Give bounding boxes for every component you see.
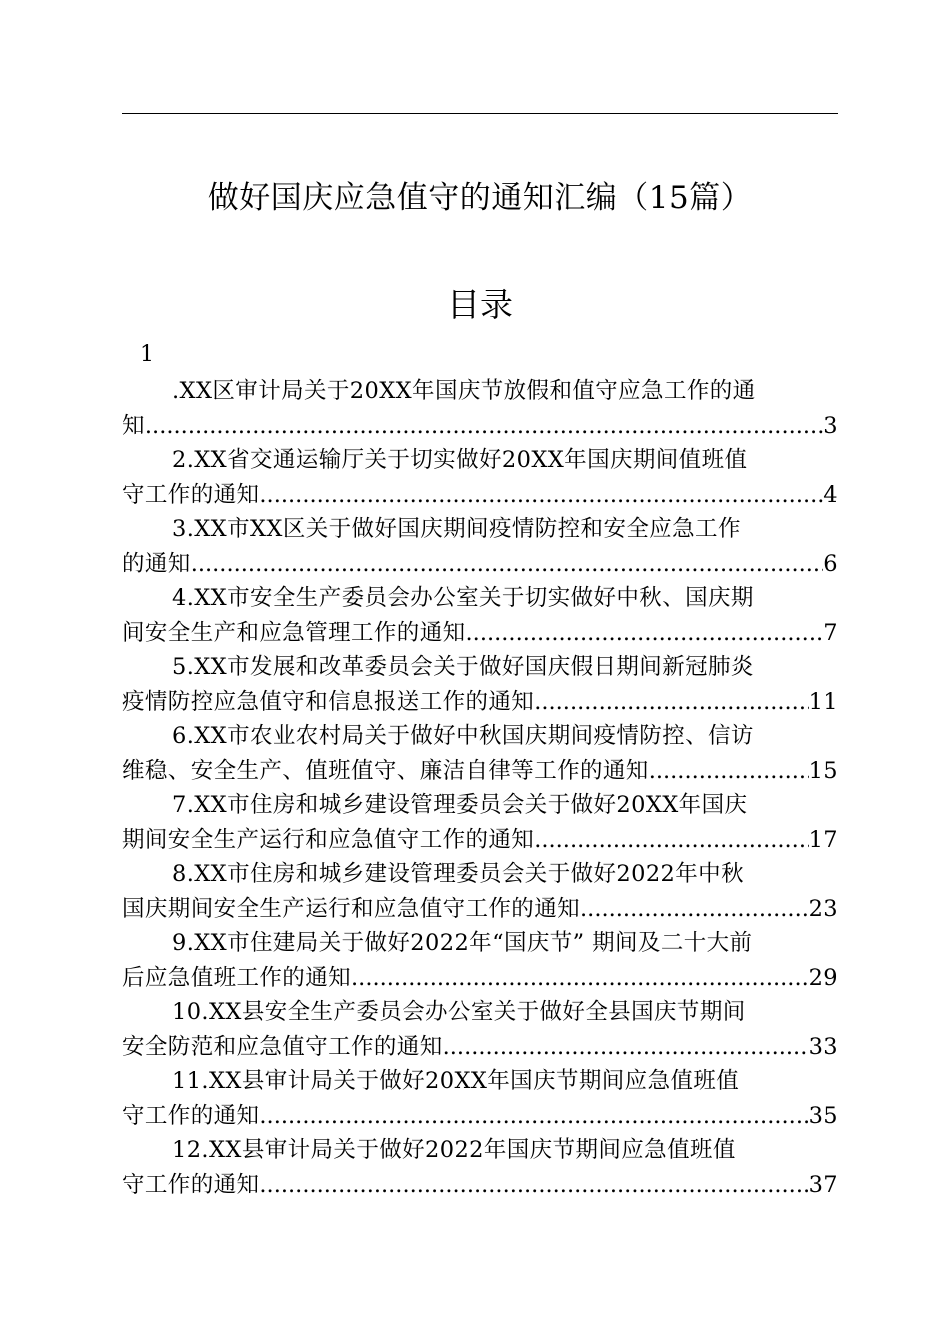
dot-leader (580, 892, 809, 927)
toc-entry-title: .XX区审计局关于20XX年国庆节放假和值守应急工作的通 (172, 378, 756, 404)
toc-entry-title: 12.XX县审计局关于做好2022年国庆节期间应急值班值 (172, 1137, 736, 1163)
toc-page-number: 11 (808, 688, 838, 715)
toc-entry[interactable] (122, 926, 838, 995)
dot-leader (259, 478, 823, 513)
toc-entry-title: 5.XX市发展和改革委员会关于做好国庆假日期间新冠肺炎 (172, 654, 754, 680)
toc-entry-title-continued: 守工作的通知 (122, 1102, 260, 1129)
table-of-contents (122, 340, 838, 1202)
toc-entry-title: 11.XX县审计局关于做好20XX年国庆节期间应急值班值 (172, 1068, 740, 1094)
dot-leader (259, 1099, 808, 1134)
toc-entry[interactable] (122, 512, 838, 581)
toc-entry[interactable] (122, 995, 838, 1064)
dot-leader (351, 961, 809, 996)
toc-entry-title-continued: 守工作的通知 (122, 481, 260, 508)
toc-entry[interactable] (122, 443, 838, 512)
dot-leader (649, 754, 809, 789)
toc-page-number: 6 (823, 550, 838, 577)
toc-entry[interactable] (122, 788, 838, 857)
toc-entry-title-continued: 知 (122, 412, 145, 439)
toc-entry-title-continued: 后应急值班工作的通知 (122, 964, 352, 991)
document-title: 做好国庆应急值守的通知汇编（15篇） (207, 180, 753, 216)
dot-leader (534, 823, 808, 858)
toc-entry-title: 2.XX省交通运输厅关于切实做好20XX年国庆期间值班值 (172, 447, 748, 473)
toc-entry-title: 4.XX市安全生产委员会办公室关于切实做好中秋、国庆期 (172, 585, 754, 611)
toc-heading: 目录 (447, 285, 513, 324)
toc-entry-title-continued: 安全防范和应急值守工作的通知 (122, 1033, 443, 1060)
toc-page-number: 17 (808, 826, 838, 853)
toc-page-number: 4 (823, 481, 838, 508)
toc-entry[interactable] (122, 581, 838, 650)
dot-leader (534, 685, 808, 720)
header-rule (122, 113, 838, 114)
toc-entry-title-continued: 国庆期间安全生产运行和应急值守工作的通知 (122, 895, 581, 922)
toc-first-number: 1 (140, 342, 154, 367)
dot-leader (466, 616, 824, 651)
toc-page-number: 3 (823, 412, 838, 439)
toc-page-number: 23 (808, 895, 838, 922)
toc-page-number: 35 (808, 1102, 838, 1129)
dot-leader (259, 1168, 808, 1203)
toc-entry[interactable] (122, 857, 838, 926)
toc-entry-title: 7.XX市住房和城乡建设管理委员会关于做好20XX年国庆 (172, 792, 748, 818)
toc-entry-title-continued: 疫情防控应急值守和信息报送工作的通知 (122, 688, 535, 715)
toc-page-number: 37 (808, 1171, 838, 1198)
toc-entry[interactable] (122, 650, 838, 719)
toc-entry-title-continued: 的通知 (122, 550, 191, 577)
toc-entry-title-continued: 期间安全生产运行和应急值守工作的通知 (122, 826, 535, 853)
toc-entry[interactable] (122, 1133, 838, 1202)
toc-entry-title: 9.XX市住建局关于做好2022年“国庆节” 期间及二十大前 (172, 930, 753, 956)
toc-entry-title: 6.XX市农业农村局关于做好中秋国庆期间疫情防控、信访 (172, 723, 754, 749)
toc-entry[interactable] (122, 719, 838, 788)
toc-entry-title: 3.XX市XX区关于做好国庆期间疫情防控和安全应急工作 (172, 516, 741, 542)
toc-entry-title-continued: 守工作的通知 (122, 1171, 260, 1198)
toc-entry-title: 10.XX县安全生产委员会办公室关于做好全县国庆节期间 (172, 999, 746, 1025)
toc-entry[interactable] (122, 1064, 838, 1133)
dot-leader (191, 547, 824, 582)
toc-page-number: 15 (808, 757, 838, 784)
dot-leader (443, 1030, 809, 1065)
toc-entry[interactable] (122, 374, 838, 443)
toc-page-number: 33 (808, 1033, 838, 1060)
toc-page-number: 29 (808, 964, 838, 991)
dot-leader (145, 409, 823, 444)
toc-entry-title-continued: 维稳、安全生产、值班值守、廉洁自律等工作的通知 (122, 757, 649, 784)
toc-page-number: 7 (823, 619, 838, 646)
toc-entry-title-continued: 间安全生产和应急管理工作的通知 (122, 619, 466, 646)
toc-entry-title: 8.XX市住房和城乡建设管理委员会关于做好2022年中秋 (172, 861, 744, 887)
